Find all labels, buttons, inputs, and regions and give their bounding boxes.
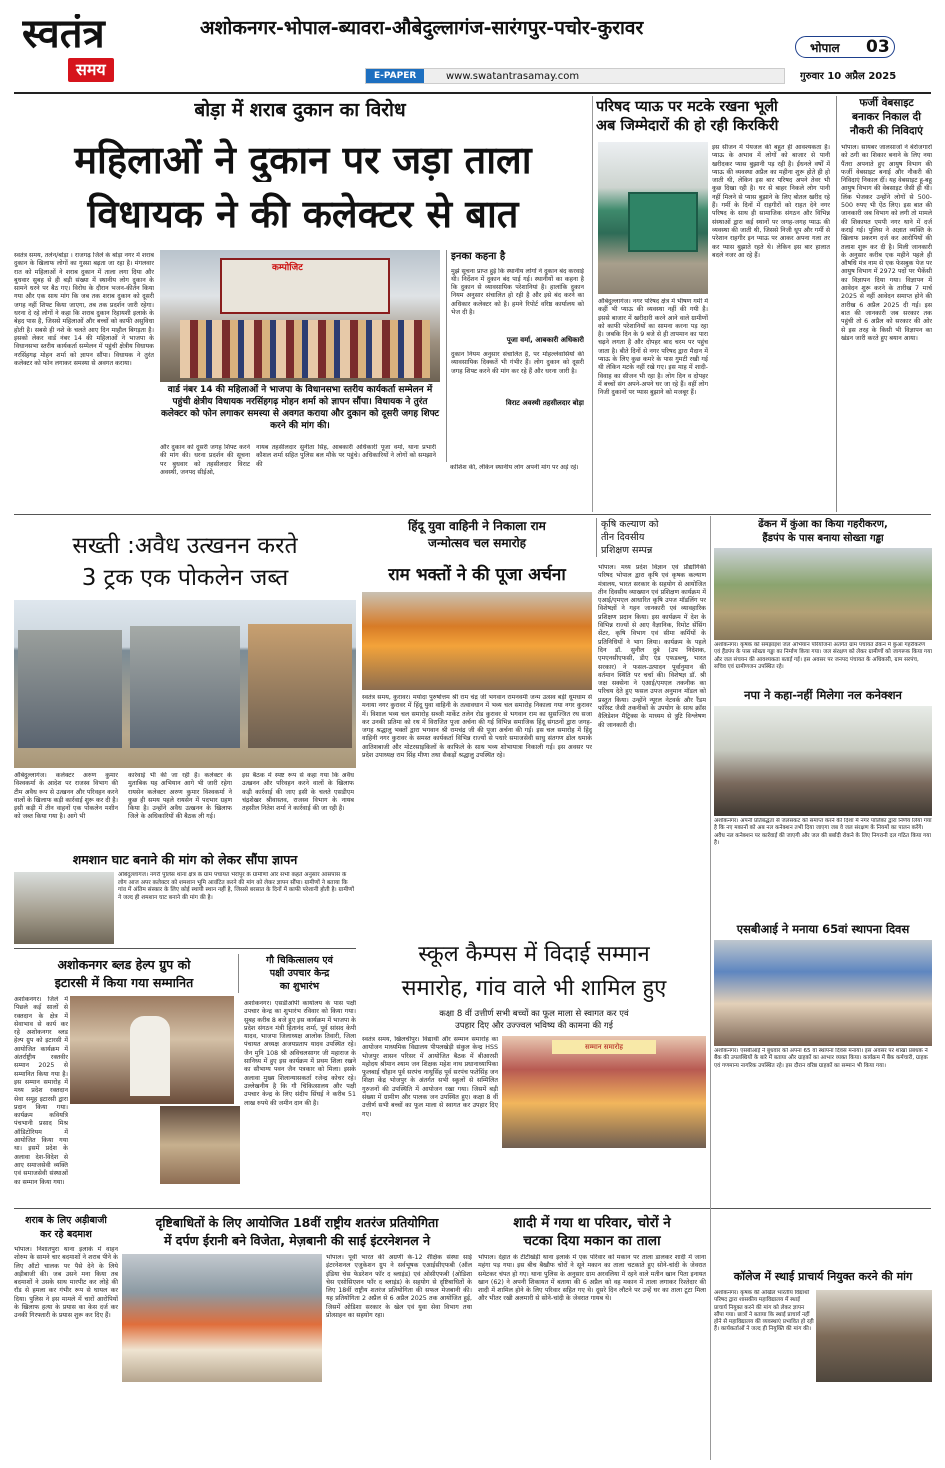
wedding-headline: [478, 1214, 706, 1250]
quote-1-by: पूजा वर्मा, आबकारी अधिकारी: [506, 335, 584, 344]
parishad-body-2: इस सीजन में पेयजल की बहुत ही आवश्यकता है। प्याऊ के अभाव में लोगों को बाजार से पानी खरीदकर प्यास बुझानी पड़ रही है। ईंधनले वर्षों में प्याऊ की व्यवस्था अप्रैल का महीना शुरू होते ही हो जाती थी, लेकिन इस बार परिषद अपने तेवर भी कुछ दिखा रही है। घर से बाहर निकले लोग पानी नहीं मिलने से प्यास बुझाने के लिए बोतल खरीद रहे हैं। गर्मी के दिनों में राहगीरों को राहत देने नगर परिषद के साथ ही सामाजिक संगठन और विभिन्न संस्थाओं द्वारा कई स्थानों पर जगह-जगह प्याऊ की व्यवस्था की जाती थी, जिससे निजी धूप और गर्मी से परेशान राहगीर इन प्याऊ पर आकर अपना गला तर कर प्यास बुझाते रहते थे। लेकिन इस बार हालात बदले नजर आ रहे हैं।: [712, 144, 830, 259]
logo-badge: समय: [68, 58, 114, 82]
krishi-body: भोपाल। मध्य प्रदेश विज्ञान एवं प्रौद्योगिकी परिषद भोपाल द्वारा कृषि एवं कृषक कल्याण मंत्रालय, भारत सरकार के सहयोग से आयोजित तीन दिवसीय व्याख्यान एवं प्रशिक्षण कार्यक्रम में एआई/एमएल आधारित कृषि उपज मॉडलिंग पर विशेषज्ञों ने गहन जानकारी एवं व्यावहारिक प्रशिक्षण प्रदान किया। इस कार्यक्रम में देश के विभिन्न राज्यों से आए वैज्ञानिक, रिमोट सेंसिंग सेंटर, कृषि विभाग एवं सीमा कर्मियों के प्रतिनिधियों ने भाग लिया। कार्यक्रम के पहले दिन डॉ. सुनील दुबे (उप निदेशक, एमएनसीएफसी, डीए एंड एफडब्ल्यू, भारत सरकार) ने फसल-उत्पादन पूर्वानुमान की वर्तमान स्थिति पर चर्चा की। विशेषज्ञ डॉ. श्री जक्ष सक्सेना ने एआई/एमएल तकनीक का परिचय देते हुए फसल उपज अनुमान मॉडल को प्रस्तुत किया। उन्होंने न्यूरल नेटवर्क और रैंडम फॉरेस्ट जैसी तकनीकों के उपयोग के साथ क्रॉस वैलिडेशन मैट्रिक्स के माध्यम से त्रुटि विश्लेषण की जानकारी दी।: [598, 564, 706, 729]
crowd: [180, 320, 430, 378]
fake-web-headline-3: नौकरी की निविदाएं: [850, 125, 923, 137]
sharab-headline-1: शराब के लिए अड़ीबाजी: [25, 1215, 107, 1226]
dhenkan-headline-1: ढेंकन में कुंआ का किया गहरीकरण,: [758, 519, 888, 530]
school-headline-1: स्कूल कैम्पस में विदाई सम्मान: [418, 942, 650, 967]
fake-web-body: भोपाल। सायबर जालसाजों ने बेरोजगारों को ठगी का शिकार बनाने के लिए नया पैंतरा अपनाते हुए आयुष विभाग की फर्जी वेबसाइट बनाई और नौकरी की निविदाएं निकाल दीं। यह वेबसाइट हू-बहू आयुष विभाग की वेबसाइट जैसी ही थी। लिंक भेजकर उन्होंने लोगों से 500-500 रुपए भी ऐंठ लिए। इस बात की जानकारी जब विभाग को लगी तो मामले की शिकायत एमपी नगर थाने में दर्ज कराई गई। पुलिस ने अज्ञात व्यक्ति के खिलाफ प्रकरण दर्ज कर आरोपियों की तलाश शुरू कर दी है। मिली जानकारी के अनुसार करीब एक महीने पहले ही औषधि मंत्र नाम से एक फेसबुक पेज पर आयुष विभाग में 2972 पदों पर भैकेंसी का विज्ञापन दिया गया। विज्ञापन में आवेदन शुरू करने के तारीख 7 मार्च 2025 से नहीं आवेदन समाप्त होने की तारीख 6 अप्रैल 2025 दी गई। इस बात की जानकारी जब सरकार तक पहुंची तो 6 अप्रैल को सरकार की ओर से इस तरह के किसी भी विज्ञापन का खंडन जारी करते हुए बयान आया।: [841, 144, 932, 342]
krishi-headline-3: प्रशिक्षण सम्पन्न: [601, 545, 653, 556]
lead-headline-1: महिलाओं ने दुकान पर जड़ा ताला: [74, 138, 532, 182]
college-photo: [816, 1290, 932, 1382]
masthead-rule: [14, 92, 931, 94]
mining-headline-2: 3 ट्रक एक पोकलेन जब्त: [81, 565, 289, 591]
section-rule-3: [14, 1208, 931, 1209]
sharab-headline: [14, 1214, 118, 1242]
award-person: [130, 1016, 170, 1096]
shamshan-headline: शमशान घाट बनाने की मांग को लेकर सौंपा ज्ञापन: [72, 852, 298, 867]
parishad-body: औबेदुल्लागंज। नगर परिषद क्षेत्र में भीषण गर्मी में कहीं भी प्याऊ की व्यवस्था नहीं की गयी है। इससे बाजार में खरीदारी करने आने वाले ग्रामीणों को काफी परेशानियों का सामना करना पड़ रहा है। जबकि दिन के 9 बजे से ही तापमान का पारा चढ़ने लगता है और दोपहर बाद चरम पर पहुंच जाता है। बीते दिनों से नगर परिषद द्वारा मैदान में प्याऊ के लिए कुछ कमरे के पास गुमटी रखी गई थी लेकिन मटके नहीं रखे गए। इस माह में शादी-विवाह का सीजन भी रहा है। लोग दिन व दोपहर में बच्चों संग अपने-अपने घर जा रहे हैं। वहीं लोग निजी दुकानों पर प्यास बुझाने को मजबूर हैं।: [598, 298, 708, 397]
parishad-photo: [598, 142, 708, 294]
school-banner: सम्मान समारोह: [552, 1040, 656, 1054]
shop-front: [220, 258, 390, 314]
lead-caption: वार्ड नंबर 14 की महिलाओं ने भाजपा के विधानसभा स्तरीय कार्यकर्ता सम्मेलन में पहुंची क्षेत्रीय विधायक नरसिंहगढ़ मोहन शर्मा को ज्ञापन सौंपा। विधायक ने तुरंत कलेक्टर को फोन लगाकर समस्या से अवगत कराया और दुकान को दूसरी जगह शिफ्ट करने की मांग की।: [160, 385, 440, 432]
ram-headline-2: जन्मोत्सव चल समारोह: [427, 536, 527, 550]
gau-photo: [160, 1106, 240, 1184]
krishi-headline-2: तीन दिवसीय: [601, 532, 645, 543]
page-badge: [795, 36, 895, 58]
dhenkan-headline: [714, 518, 932, 546]
dhenkan-photo: [714, 548, 932, 640]
quote-2-by: विराट अवस्थी तहसीलदार बोड़ा: [505, 398, 584, 407]
sharab-body: भोपाल। निशातपुरा थाना इलाके में वाहन शोरुम के सामने चार बदमाशों ने शराब पीने के लिए ऑटो चालक पर पैसे देने के लिये अड़ीबाजी की। जब उसने मना किया तब बदमाशों ने उसके साथ मारपीट कर लोहे की रॉड से हमला कर गंभीर रूप से घायल कर दिया। पुलिस ने इस मामले में चारों आरोपियों के खिलाफ हत्या के प्रयास का केस दर्ज कर उनकी गिरफ्तारी के प्रयास शुरू कर दिए हैं।: [14, 1246, 118, 1320]
gau-body: अशोकनगर। एसडीओपी कार्यालय के पास पक्षी उपचार केन्द्र का शुभारंभ रविवार को किया गया। सुबह करीब 8 बजे हुए इस कार्यक्रम में भाजपा के प्रदेश संगठन मंत्री हितानंद शर्मा, पूर्व सांसद केपी यादव, भाजपा जिलाध्यक्ष आलोक तिवारी, जिला पंचायत अध्यक्ष अजयप्रताप यादव उपस्थित रहे। जैन मुनि 108 श्री अविचलसागर जी महाराज के सानिध्य में हुए इस कार्यक्रम में प्रथम शिला रखने का सौभाग्य पवन जैन पत्रकार को मिला। इसके अलावा मुख्य शिलान्यासकर्ता रजेन्द्र कोचर रहे। उल्लेखनीय है कि गौ चिकित्सालय और पक्षी उपचार केन्द्र के लिए संदीप सिंघई ने करीब 51 लाख रुपये की जमीन दान की है।: [244, 1000, 356, 1107]
truck-3: [248, 624, 352, 748]
kiosk: [628, 192, 698, 252]
lead-photo: [160, 250, 440, 382]
sbi-photo: [714, 940, 932, 1046]
blood-photo: [70, 996, 234, 1104]
shamshan-photo: [14, 872, 114, 944]
lead-body-2: और दुकान को दूसरी जगह शिफ्ट करने की मांग की। धरना प्रदर्शन की सूचना पर बुधवार को तहसीलदार विराट अवस्थी, जनपद सीईओ,: [160, 444, 250, 476]
lead-kicker: बोड़ा में शराब दुकान का विरोध: [194, 99, 406, 121]
ram-body: स्वतंत्र समय, कुरावर। मर्यादा पुरुषोत्तम श्री राम चंद्र जी भगवान रामनवमी जन्म उत्सव बड़ी धूमधाम से मनाया नगर कुरावर में हिंदू युवा वाहिनी के तत्वावधान में भव्य चल समारोह निकाला गया नगर कुरावर में। विशाल भव्य चल समारोह सब्जी मार्केट तलेन रोड कुरावर से भगवान राम का सुसज्जित रथ सजा कर उनकी प्रतिमा को रथ में विराजित पूजा अर्चना की गई विभिन्न समाजिक हिंदू संगठनों द्वारा जगह-जगह श्रद्धालु भक्तों द्वारा भगवान श्री रामचंद्र जी की पूजा अर्चना की गई। इस चल समारोह में हिंदू वाहिनी नगर कुरावर के समस्त कार्यकर्ता विभिन्न राज्यों से पधारे समाजसेवी साधु संतगण ढोल धमाके आतिशबाजी और मोटरसाइकिलों के काफिले के साथ भव्य शोभायात्रा निकाली गई। इस अवसर पर प्रदेश उपाध्यक्ष राम सिंह मीणा तथा सैकड़ों श्रद्धालु उपस्थित रहे।: [362, 694, 592, 760]
masthead-logo: [22, 14, 157, 86]
quote-title: इनका कहना है: [451, 251, 506, 262]
page-number: 03: [866, 37, 890, 57]
truck-1: [18, 630, 122, 748]
mining-col-1: औबेदुल्लागंज। कलेक्टर अरुण कुमार विश्वकर्मा के आदेश पर राजस्व विभाग की टीम अवैध रूप से उत्खनन और परिवहन करने वालों के खिलाफ कड़ी कार्रवाई शुरू कर दी है। इसी कड़ी में तीन वाहनों एक पोकलेन मशीन को जब्त किया गया है। आगे भी: [14, 772, 118, 821]
gau-story: [238, 954, 356, 993]
quote-2: दुकान नियम अनुसार संचालित है, पर मोहल्लेवासियों की व्यावसायिक दिक्कतें भी गंभीर हैं। लोग दुकान को दूसरी जगह शिफ्ट करने की मांग कर रहे हैं और धरना जारी है।: [451, 350, 584, 375]
nal-headline: नपा ने कहा-नहीं मिलेगा नल कनेक्शन: [744, 688, 902, 702]
mining-photo: [14, 600, 356, 768]
lead-body-3: नायब तहसीलदार सुनीता सिंह, आबकारी अधिकारी पूजा वर्मा, थाना प्रभारी कौशल शर्मा सहित पुलिस बल मौके पर पहुंचे। अधिकारियों ने लोगों को समझाने की: [256, 444, 436, 468]
college-caption: अशोकनगर। कृषक की अखिल भारतीय विद्यार्थी परिषद द्वारा शासकीय महाविद्यालय में स्थाई प्राचार्य नियुक्त करने की मांग को लेकर ज्ञापन सौंपा गया। छात्रों ने बताया कि स्थाई प्राचार्य नहीं होने से महाविद्यालय की व्यवस्थाएं प्रभावित हो रही हैं। कार्यकर्ताओं ने जल्द ही नियुक्ति की मांग की।: [714, 1290, 814, 1333]
wedding-headline-2: चटका दिया मकान का ताला: [523, 1233, 661, 1249]
gau-headline-1: गौ चिकित्सालय एवं: [266, 955, 333, 966]
wedding-headline-1: शादी में गया था परिवार, चोरों ने: [513, 1215, 671, 1231]
chess-photo: [122, 1254, 322, 1382]
nal-photo: [714, 706, 932, 816]
lead-body-4: कोशिश की, लेकिन स्थानीय लोग अपनी मांग पर अड़े रहे।: [450, 464, 579, 471]
dateline: गुरुवार 10 अप्रैल 2025: [800, 71, 897, 82]
fake-web-story: [836, 96, 932, 512]
school-photo: [502, 1036, 706, 1148]
truck-2: [130, 626, 240, 748]
ram-photo: [362, 592, 592, 690]
logo-wordmark: स्वतंत्र: [22, 14, 105, 57]
shamshan-body: औबेदुल्लागंज। नगरी पुलिस थाना क्षेत्र के ग्राम पंचायत भैंरोपुर के ग्रामीणों और सभी कहते अनुसार आसपास के लोग आज अपर कलेक्टर को शमशान भूमि आवंटित करने की मांग को लेकर ज्ञापन सौंपा। ग्रामीणों ने बताया कि गांव में अंतिम संस्कार के लिए कोई स्थायी स्थान नहीं है, जिससे बरसात के दिनों में काफी परेशानी होती है। ग्रामीणों ने जल्द ही शमशान घाट बनाने की मांग की है।: [118, 872, 354, 901]
section-rule-2: [14, 948, 356, 949]
blood-body: अशोकनगर। जिले में पिछले कई सालों से रक्तदान के क्षेत्र में सेवाभाव से कार्य कर रहे अशोकनगर ब्लड हेल्प ग्रुप को इटारसी में आयोजित कार्यक्रम में अंतर्राष्ट्रीय रक्तवीर सम्मान 2025 से सम्मानित किया गया है। इस सम्मान समारोह में मध्य प्रदेश रक्तदान सेवा समूह इटारसी द्वारा प्रदान किया गया। कार्यक्रम कवियत्रि पंचभानी प्रसाद मिश्र ऑडिटोरियम में आयोजित किया गया था। इसमें प्रदेश के अलावा देश-विदेश से आए समाजसेवी व्यक्ति एवं समाजसेवी संस्थाओं का सम्मान किया गया।: [14, 996, 68, 1186]
krishi-headline-1: कृषि कल्याण को: [601, 519, 659, 530]
lead-body: स्वतंत्र समय, तलेन/बोड़ा । राजगढ़ जिले के बोड़ा नगर में शराब दुकान के खिलाफ लोगों का गुस्सा बढ़ता जा रहा है। मंगलवार रात को महिलाओं ने शराब दुकान में ताला लगा दिया और बुधवार सुबह से ही बड़ी संख्या में स्थानीय लोग दुकान के सामने धरने पर बैठ गए। विरोध के दौरान भजन-कीर्तन किया गया और एक साथ मांग कि जब तक शराब दुकान को दूसरी जगह नहीं शिफ्ट किया जाएगा, तब तक प्रदर्शन जारी रहेगा। धरना दे रहे लोगों ने कहा कि शराब दुकान रिहायशी इलाके के बेहद पास है, जिससे महिलाओं और बच्चों को काफी असुविधा होती है। सबसे ही नशे के चलते आए दिन माहौल बिगड़ता है। इसको लेकर वार्ड नंबर 14 की महिलाओं ने भाजपा के विधानसभा स्तरीय कार्यकर्ता सम्मेलन में पहुंची क्षेत्रीय विधायक नरसिंहगढ़ मोहन शर्मा को ज्ञापन सौंपा। विधायक ने तुरंत कलेक्टर को फोन लगाकर समस्या से अवगत कराया।: [14, 252, 154, 367]
mining-headline-1: सख्ती :अवैध उत्खनन करते: [72, 533, 298, 559]
sbi-caption: अशोकनगर। एसबीआई ने बुधवार को अपना 65 वां स्थापना दिवस मनाया। इस अवसर पर शाखा प्रबंधक ने बैंक की उपलब्धियों के बारे में बताया और ग्राहकों का आभार व्यक्त किया। कार्यक्रम में बैंक कर्मचारी, ग्राहक एवं गणमान्य नागरिक उपस्थित रहे। इस दौरान वरिष्ठ ग्राहकों का सम्मान भी किया गया।: [714, 1048, 928, 1069]
school-body: स्वतंत्र समय, खिलचीपुर। विद्यार्थी और सम्मान समारोह का आयोजन माध्यमिक विद्यालय पीपलखेड़ी संकुल केन्द्र HSS भोजपुर शासन परिसर में आयोजित बैठक में बीआरसी महोदय श्रीमान श्याम जन शिक्षक महेश नाथ प्रधानाध्यापिका फूलबाई चौहान पूर्व सरपंच नाथूसिंह पूर्व सरपंच फतेसिंह जन शिक्षा केंद्र भोजपुर के अंतर्गत सभी स्कूलों से सम्मिलित गुरुजनों की उपस्थिति में आयोजन रखा गया। जिसमें बड़ी संख्या में ग्रामीण और पालक जन उपस्थित हुए। कक्षा 8 वीं उत्तीर्ण सभी बच्चों का फूल माला से स्वागत कर उपहार दिए गए।: [362, 1036, 498, 1118]
chess-headline: [122, 1214, 472, 1250]
mining-col-3: इस बैठक में स्पष्ट रूप से कहा गया कि अवैध उत्खनन और परिवहन करने वालों के खिलाफ कड़ी कार्रवाई की जाए इसी के चलते एसडीएम चंद्रशेखर श्रीवास्तव, राजस्व विभाग के नायब तहसील नितेश शर्मा ने कार्रवाई की जा रही है।: [242, 772, 354, 813]
krishi-story: [596, 518, 706, 557]
wedding-body: भोपाल। देहात के टीटीखेड़ी थाना इलाके में एक परिवार को मकान पर ताला डालकर शादी में जाना महंगा पड़ गया। इस बीच बैखौफ चोरों ने सूने मकान का ताला चटकाते हुए सोने-चांदी के जेवरात समेटकर चंपत हो गए। थाना पुलिस के अनुसार ग्राम अरवलिया में रहने वाले मतीन खान पिता इनायत खान (62) ने अपनी शिकायत में बताया की 6 अप्रैल को वह मकान में ताला लगाकर रिश्तेदार की शादी में शामिल होने के लिए परिवार सहित गए थे। दूसरे दिन लौटने पर उन्हें घर का ताला टूटा मिला और भीतर रखी अलमारी से सोने-चांदी के जेवरात गायब थे।: [478, 1254, 706, 1303]
column-rule: [592, 96, 593, 512]
ram-headline-1: हिंदू युवा वाहिनी ने निकाला राम: [408, 519, 546, 533]
chess-body: भोपाल। पूर्वी भारत की अग्रणी के-12 शैक्षिक संस्था साई इंटरनेशनल एजुकेशन ग्रुप ने सर्वभूषक एआईसीएफबी (ऑल इंडिया चेस फेडरेशन फॉर द ब्लाइंड) एवं ओसीएफबी (ओडिशा चेस एसोसिएशन फॉर द ब्लाइंड) के सहयोग से दृष्टिबाधितों के लिए 18वीं राष्ट्रीय शतरंज प्रतियोगिता की सफल मेजबानी की। यह प्रतियोगिता 2 अप्रैल से 6 अप्रैल 2025 तक आयोजित हुई, जिसमें ओडिशा सरकार के खेल एवं युवा सेवा विभाग तथा प्रोत्साहन का सहयोग रहा।: [326, 1254, 472, 1320]
epaper-tag: E-PAPER: [366, 69, 424, 83]
school-headline-2: समारोह, गांव वाले भी शामिल हुए: [401, 976, 667, 1001]
dhenkan-headline-2: हैंडपंप के पास बनाया सोख्ता गड्ढा: [762, 533, 884, 544]
blood-headline-2: इटारसी में किया गया सम्मानित: [54, 975, 194, 990]
blood-headline-1: अशोकनगर ब्लड हेल्प ग्रुप को: [57, 957, 191, 972]
nal-caption: अशोकनगर। अपनी प्रतिबद्धता से जलसंकट को समाप्त करने की दिशा में नगर पालिका द्वारा निर्णय लिया गया है कि नए मकानों को अब नल कनेक्शन तभी दिया जाएगा जब वे जल संरक्षण के नियमों का पालन करेंगे। अवैध नल कनेक्शन पर कार्रवाई की जाएगी और जल की बर्बादी रोकने के लिए निगरानी दल गठित किया गया है।: [714, 818, 932, 846]
school-deck: [362, 1008, 706, 1032]
parishad-headline: [596, 98, 822, 136]
ram-headline: [362, 518, 592, 552]
fake-web-headline-1: फर्जी वेबसाइट: [859, 97, 914, 109]
chess-headline-2: में दर्पण ईरानी बने विजेता, मेज़बानी की साई इंटरनेशनल ने: [163, 1233, 431, 1248]
sharab-headline-2: कर रहे बदमाश: [40, 1229, 92, 1240]
dhenkan-caption: अशोकनगर। कृषक को समझाइश जल अभियान परियोजना अंतर्गत ग्राम पंचायत ढेंकन में कुंआ गहरीकरण एवं हैंडपंप के पास सोख्ता गड्ढा का निर्माण किया गया। जल संरक्षण को लेकर ग्रामीणों को जागरूक किया गया और जल संचयन की आवश्यकता बताई गई। इस अवसर पर जनपद पंचायत के अधिकारी, ग्राम सरपंच, सचिव एवं ग्रामीणजन उपस्थित रहे।: [714, 642, 932, 670]
school-deck-2: उपहार दिए और उज्ज्वल भविष्य की कामना की गई: [455, 1021, 613, 1031]
parishad-headline-1: परिषद प्याऊ पर मटके रखना भूली: [596, 99, 778, 115]
fake-web-headline-2: बनाकर निकाल दी: [852, 111, 921, 123]
school-deck-1: कक्षा 8 वीं उत्तीर्ण सभी बच्चों का फूल माला से स्वागत कर एवं: [439, 1009, 629, 1019]
edition-cities: अशोकनगर-भोपाल-ब्यावरा-औबेदुल्लागंज-सारंगपुर-पचोर-कुरावर: [200, 17, 644, 39]
chess-headline-1: दृष्टिबाधितों के लिए आयोजित 18वीं राष्ट्रीय शतरंज प्रतियोगिता: [155, 1215, 439, 1230]
ram-headline-3: राम भक्तों ने की पूजा अर्चना: [388, 565, 566, 585]
shop-sign: कम्पोजिट: [272, 263, 303, 273]
mining-headline: [14, 530, 356, 594]
gau-headline-2: पक्षी उपचार केन्द्र: [269, 968, 330, 979]
edition-city: भोपाल: [810, 41, 840, 55]
college-headline: कॉलेज में स्थाई प्राचार्य नियुक्त करने की मांग: [733, 1270, 913, 1283]
parishad-headline-2: अब जिम्मेदारों की हो रही किरकिरी: [596, 118, 779, 134]
school-headline: [362, 938, 706, 1006]
lead-headline-2: विधायक ने की कलेक्टर से बात: [87, 192, 519, 236]
section-rule: [14, 514, 931, 515]
mining-col-2: कार्रवाई भी की जा रही है। कलेक्टर के मुताबिक यह अभियान आगे भी जारी रहेगा रायसेन कलेक्टर अरुण कुमार विश्वकर्मा ने कुछ ही समय पहले रायसेन में पदभार ग्रहण किया है। उन्होंने अवैध उत्खनन के खिलाफ जिले के अधिकारियों की बैठक ली गई।: [128, 772, 232, 821]
quote-1: मुझे सूचना प्राप्त हुई कि स्थानीय लोगों ने दुकान बंद करवाई थी। निर्देशन में दुकान बंद पाई गई। स्थानीयों का कहना है कि दुकान से व्यावसायिक परेशानियां है। हालांकि दुकान नियम अनुसार संचालित हो रही है और इसे बंद करने का अधिकार कलेक्टर को है। हमने रिपोर्ट वरिष्ठ कार्यालय को भेज दी है।: [451, 267, 584, 316]
sbi-headline: एसबीआई ने मनाया 65वां स्थापना दिवस: [736, 922, 910, 936]
right-column-rule: [710, 516, 711, 1460]
epaper-bar: [365, 68, 785, 84]
blood-headline: [14, 956, 234, 992]
gau-headline-3: का शुभारंभ: [279, 981, 320, 992]
website-link[interactable]: www.swatantrasamay.com: [446, 71, 580, 82]
quote-box: [446, 250, 584, 462]
